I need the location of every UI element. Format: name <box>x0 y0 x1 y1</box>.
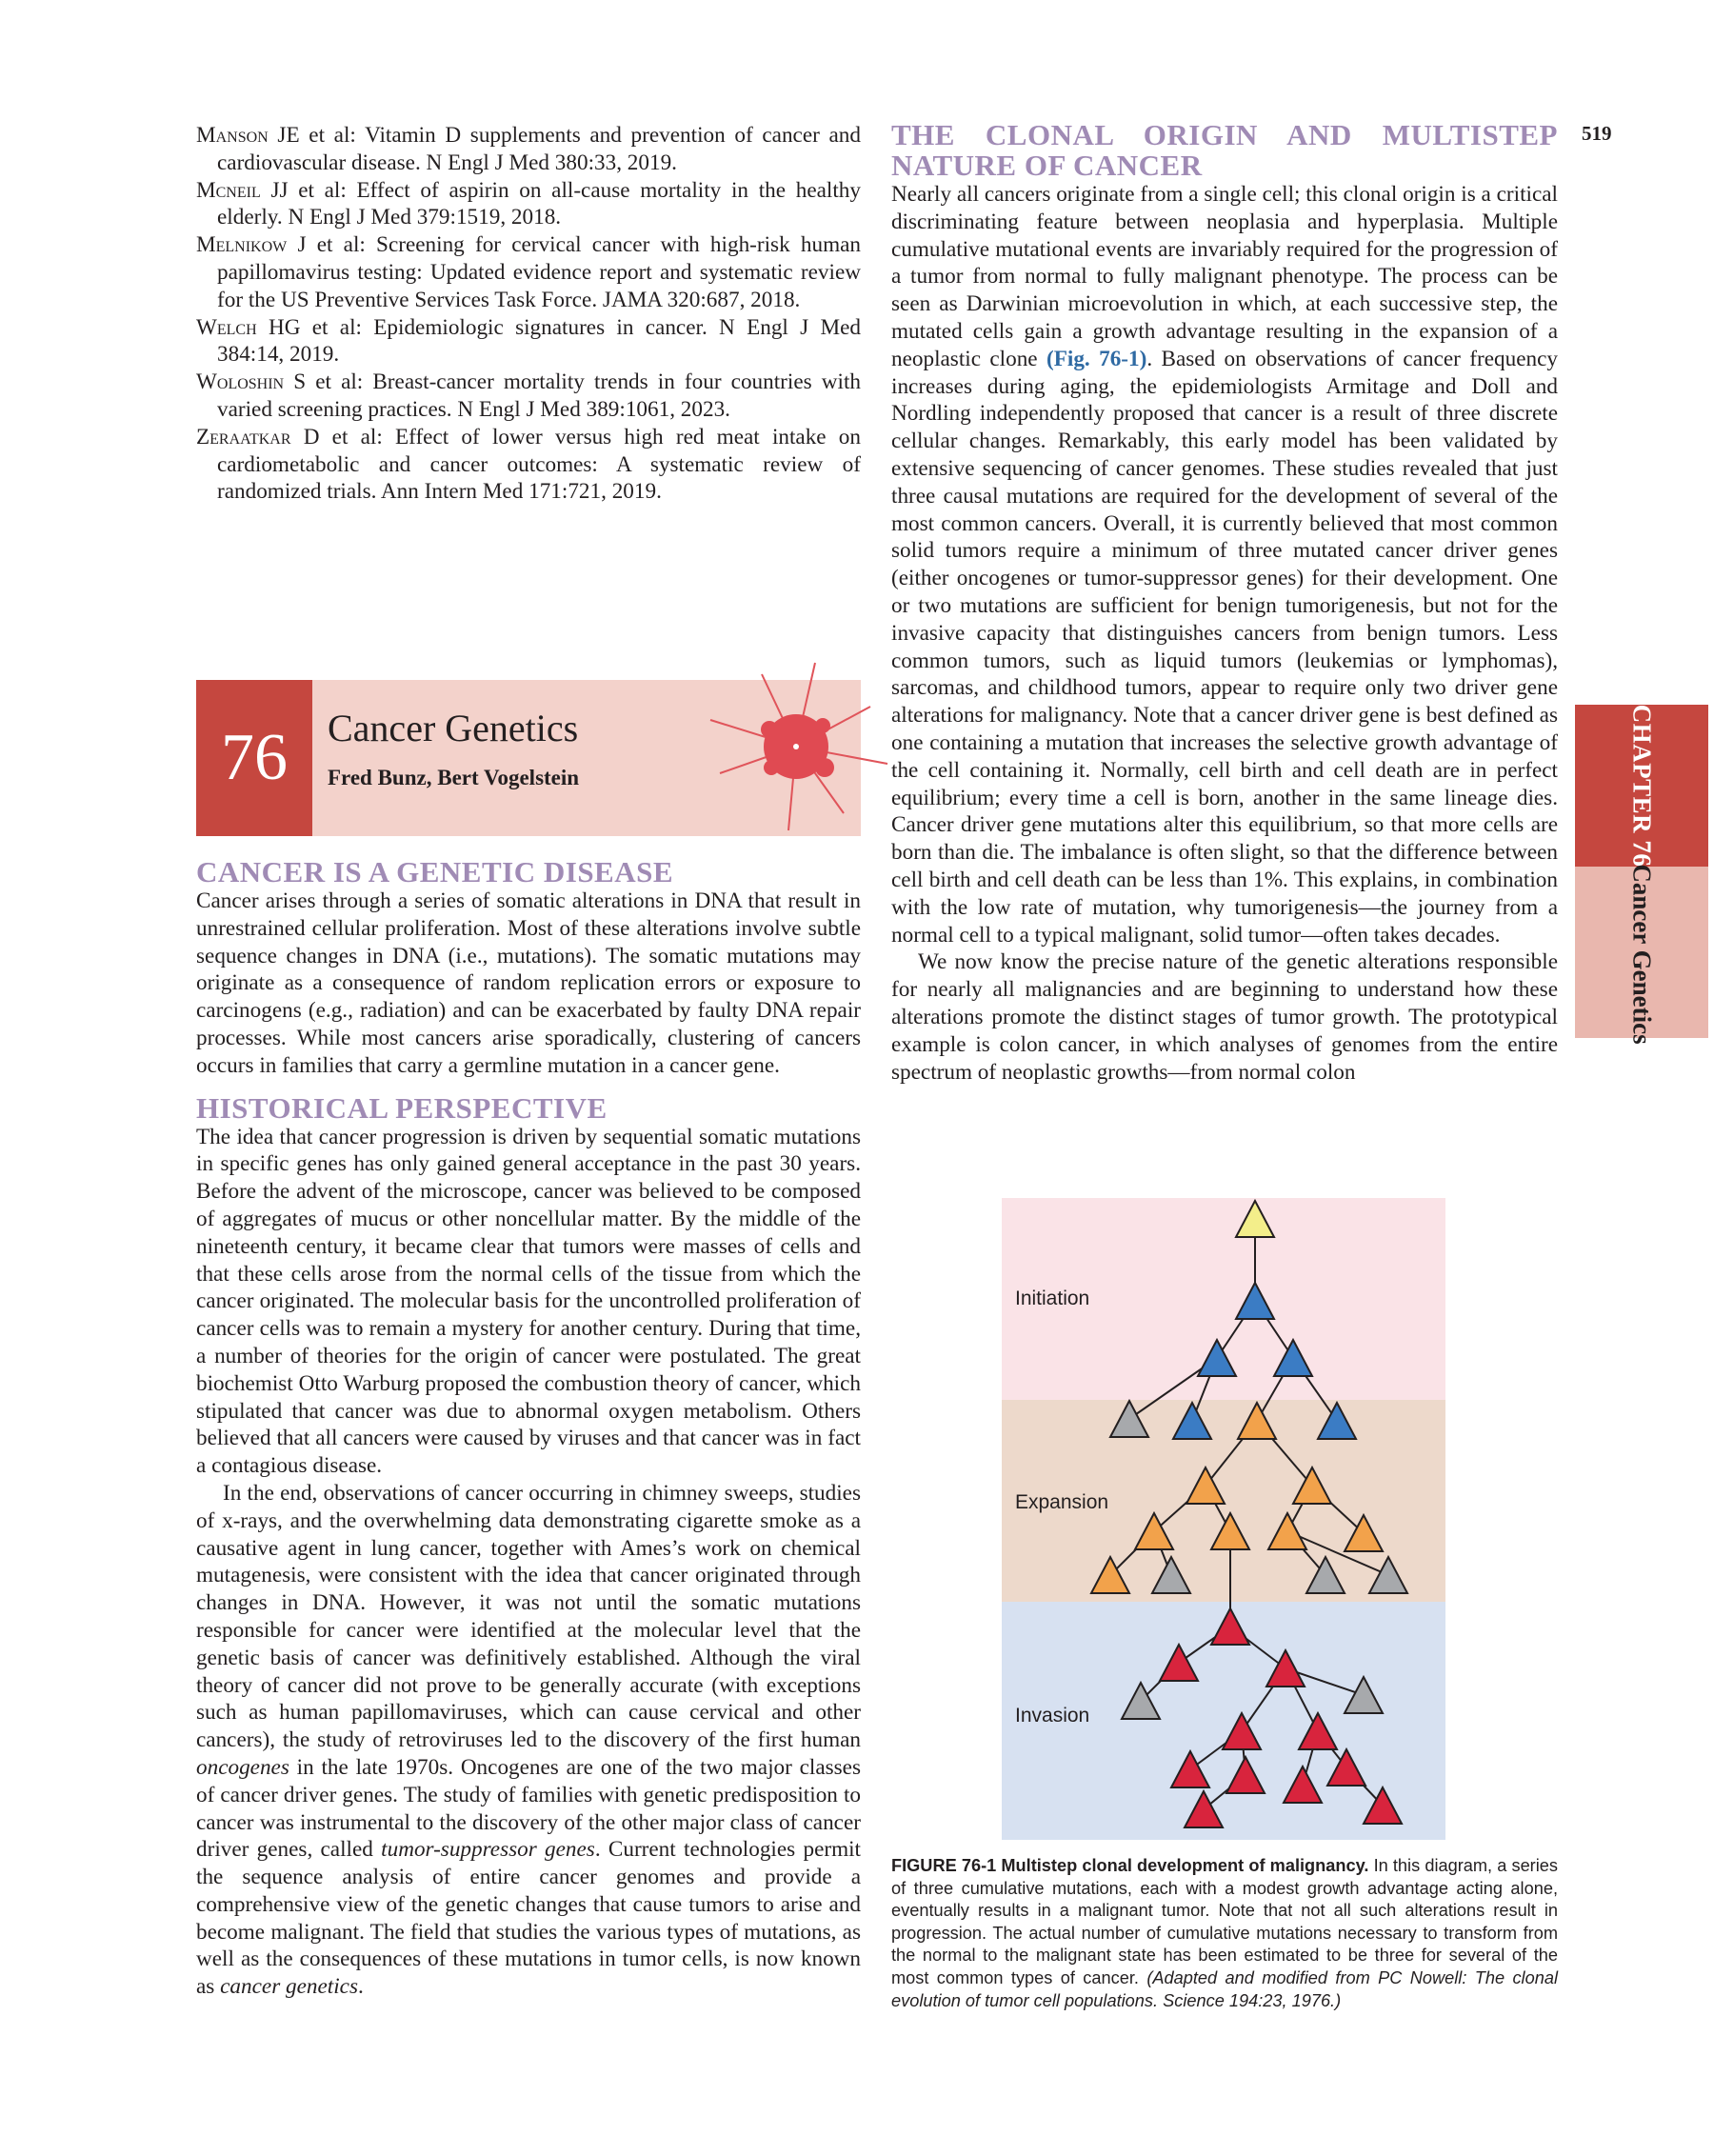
cell-triangle <box>1299 1713 1337 1749</box>
left-column-body <box>196 857 861 2001</box>
stage-label-invasion: Invasion <box>1015 1705 1090 1727</box>
cell-triangle <box>1266 1650 1305 1687</box>
paragraph: In the end, observations of cancer occurring in chimney sweeps, studies of x-rays, and the overwhelming data demonstrating cigarette smoke as a causative agent in lung cancer, together with Ames’s work on chemical mutagenesis, were consistent with the idea that cancer originated through changes in DNA. However, it was not until the somatic mutations responsible for cancer were identified at the molecular level that the genetic basis of cancer was definitively established. Although the viral theory of cancer did not prove to be generally accurate (with exceptions such as human papillomaviruses, which can cause cervical and other cancers), the study of retroviruses led to the discovery of the first human oncogenes in the late 1970s. Oncogenes are one of the two major classes of cancer driver genes. The study of families with genetic predisposition to cancer was instrumental to the discovery of the other major class of cancer driver genes, called tumor-suppressor genes. Current technologies permit the sequence analysis of entire cancer genomes and provide a comprehensive view of the genetic changes that cause tumors to arise and become malignant. The field that studies the various types of mutations, as well as the consequences of these mutations in tumor cells, is now known as cancer genetics. <box>196 1480 861 2000</box>
chapter-banner <box>196 680 861 836</box>
clonal-tree <box>1002 1198 1445 1840</box>
cell-triangle <box>1369 1557 1407 1593</box>
cell-triangle <box>1160 1645 1198 1681</box>
figure-reference-link[interactable]: (Fig. 76-1) <box>1046 346 1147 371</box>
cell-triangle <box>1293 1467 1331 1504</box>
cell-triangle <box>1268 1513 1306 1549</box>
paragraph: Cancer arises through a series of somatic alterations in DNA that result in unrestrained cellular proliferation. Most of these alterations involve subtle sequence changes in DNA (i.e., mutations). The somatic mutations may originate as a consequence of random replication errors or exposure to carcinogens (e.g., radiation) and can be exacerbated by faulty DNA repair processes. While most cancers arise sporadically, clustering of cancers occurs in families that carry a germline mutation in a cancer gene. <box>196 888 861 1078</box>
paragraph: We now know the precise nature of the genetic alterations responsible for nearly all malignancies and are beginning to understand how these alterations promote the distinct stages of tumor growth. The prototypical example is colon cancer, in which analyses of genomes from the entire spectrum of neoplastic growths—from normal colon <box>891 949 1558 1085</box>
page-number: 519 <box>1582 122 1612 145</box>
side-tab-chapter: CHAPTER 76 <box>1627 704 1657 868</box>
reference-list <box>196 122 861 506</box>
cell-triangle <box>1274 1340 1312 1376</box>
cell-triangle <box>1211 1608 1249 1645</box>
stage-label-expansion: Expansion <box>1015 1491 1109 1513</box>
paragraph: Nearly all cancers originate from a single cell; this clonal origin is a critical discriminating feature between neoplasia and hyperplasia. Multiple cumulative mutational events are invariably required for the progression of a tumor from normal to fully malignant phenotype. The process can be seen as Darwinian microevolution in which, at each successive step, the mutated cells gain a growth advantage resulting in the expansion of a neoplastic clone (Fig. 76-1). Based on observations of cancer frequency increases during aging, the epidemiologists Armitage and Doll and Nordling independently proposed that cancer is a result of three discrete cellular changes. Remarkably, this early model has been validated by extensive sequencing of cancer genomes. These studies revealed that just three causal mutations are required for the development of several of the most common cancers. Overall, it is currently believed that most common solid tumors require a minimum of three mutated cancer driver genes (either oncogenes or tumor-suppressor genes) for their development. One or two mutations are sufficient for benign tumorigenesis, but not for the invasive capacity that distinguishes cancers from benign tumors. Less common tumors, such as liquid tumors (leukemias or lymphomas), sarcomas, and childhood tumors, appear to require only two driver gene alterations for malignancy. Note that a cancer driver gene is best defined as one containing a mutation that increases the selective growth advantage of the cell containing it. Normally, cell birth and cell death are in perfect equilibrium; every time a cell is born, another in the same lineage dies. Cancer driver gene mutations alter this equilibrium, so that more cells are born than die. The imbalance is often slight, so that the difference between cell birth and cell death can be less than 1%. This explains, in combination with the low rate of mutation, why tumorigenesis—the journey from a normal cell to a typical malignant, solid tumor—often takes decades. <box>891 182 1558 948</box>
section-heading: CANCER IS A GENETIC DISEASE <box>196 855 674 888</box>
chapter-title: Cancer Genetics <box>328 707 579 749</box>
side-tab-title: Cancer Genetics <box>1627 864 1657 1045</box>
figure-caption: FIGURE 76-1 Multistep clonal development of malignancy. In this diagram, a series of three cumulative mutations, each with a modest growth advantage acting alone, eventually results in a malignant tumor. Note that not all such alterations result in progression. The actual number of cumulative mutations necessary to transform from the normal to the malignant state has been estimated to be three for several of the most common types of cancer. (Adapted and modified from PC Nowell: The clonal evolution of tumor cell populations. Science 194:23, 1976.) <box>891 1856 1558 2010</box>
stage-label-initiation: Initiation <box>1015 1288 1090 1309</box>
section-heading: THE CLONAL ORIGIN AND MULTISTEP NATURE OF CANCER <box>891 118 1558 182</box>
cell-triangle <box>1236 1201 1274 1237</box>
cell-triangle <box>1318 1403 1356 1439</box>
paragraph: The idea that cancer progression is driven by sequential somatic mutations in specific genes has only gained general acceptance in the past 30 years. Before the advent of the microscope, cancer was believed to be composed of aggregates of mucus or other noncellular matter. By the middle of the nineteenth century, it became clear that tumors were masses of cells and that these cells arose from the normal cells of the tissue from which the cancer originated. The molecular basis for the uncontrolled proliferation of cancer cells was to remain a mystery for another century. During that time, a number of theories for the origin of cancer were postulated. The great biochemist Otto Warburg proposed the combustion theory of cancer, which stipulated that cancer was due to abnormal oxygen metabolism. Others believed that all cancers were caused by viruses and that cancer was in fact a contagious disease. <box>196 1124 861 1479</box>
cell-triangle <box>1171 1751 1209 1787</box>
cell-triangle <box>1211 1513 1249 1549</box>
section-heading: HISTORICAL PERSPECTIVE <box>196 1090 608 1125</box>
reference-item: Woloshin S et al: Breast-cancer mortality trends in four countries with varied screening practices. N Engl J Med 389:1061, 2023. <box>196 369 861 422</box>
cell-triangle <box>1185 1791 1223 1827</box>
reference-item: Manson JE et al: Vitamin D supplements and prevention of cancer and cardiovascular disease. N Engl J Med 380:33, 2019. <box>196 123 861 175</box>
reference-item: Welch HG et al: Epidemiologic signatures in cancer. N Engl J Med 384:14, 2019. <box>196 314 861 368</box>
cell-splat-icon <box>701 661 891 832</box>
cell-triangle <box>1238 1403 1276 1439</box>
figure-clonal-development <box>1002 1198 1445 1840</box>
cell-triangle <box>1173 1403 1211 1439</box>
cell-triangle <box>1198 1340 1236 1376</box>
cell-triangle <box>1223 1713 1261 1749</box>
cell-triangle <box>1284 1767 1322 1803</box>
chapter-number: 76 <box>196 680 312 836</box>
cell-triangle <box>1226 1757 1265 1793</box>
cell-triangle <box>1110 1401 1148 1437</box>
reference-item: Zeraatkar D et al: Effect of lower versus high red meat intake on cardiometabolic and cancer outcomes: A systematic review of randomized trials. Ann Intern Med 171:721, 2019. <box>196 424 861 505</box>
cell-triangle <box>1236 1283 1274 1319</box>
chapter-authors: Fred Bunz, Bert Vogelstein <box>328 766 580 789</box>
cell-triangle <box>1186 1467 1225 1504</box>
cell-triangle <box>1306 1557 1345 1593</box>
reference-item: Melnikow J et al: Screening for cervical cancer with high-risk human papillomavirus testing: Updated evidence report and systematic review for the US Preventive Services Task Force. JAMA 320:687, 2018. <box>196 232 861 312</box>
cell-triangle <box>1345 1677 1383 1713</box>
cell-triangle <box>1152 1557 1190 1593</box>
reference-item: Mcneil JJ et al: Effect of aspirin on all-cause mortality in the healthy elderly. N Engl J Med 379:1519, 2018. <box>196 177 861 230</box>
cell-triangle <box>1327 1749 1365 1786</box>
chapter-side-tab <box>1575 704 1708 1045</box>
right-column-body <box>891 120 1558 1086</box>
